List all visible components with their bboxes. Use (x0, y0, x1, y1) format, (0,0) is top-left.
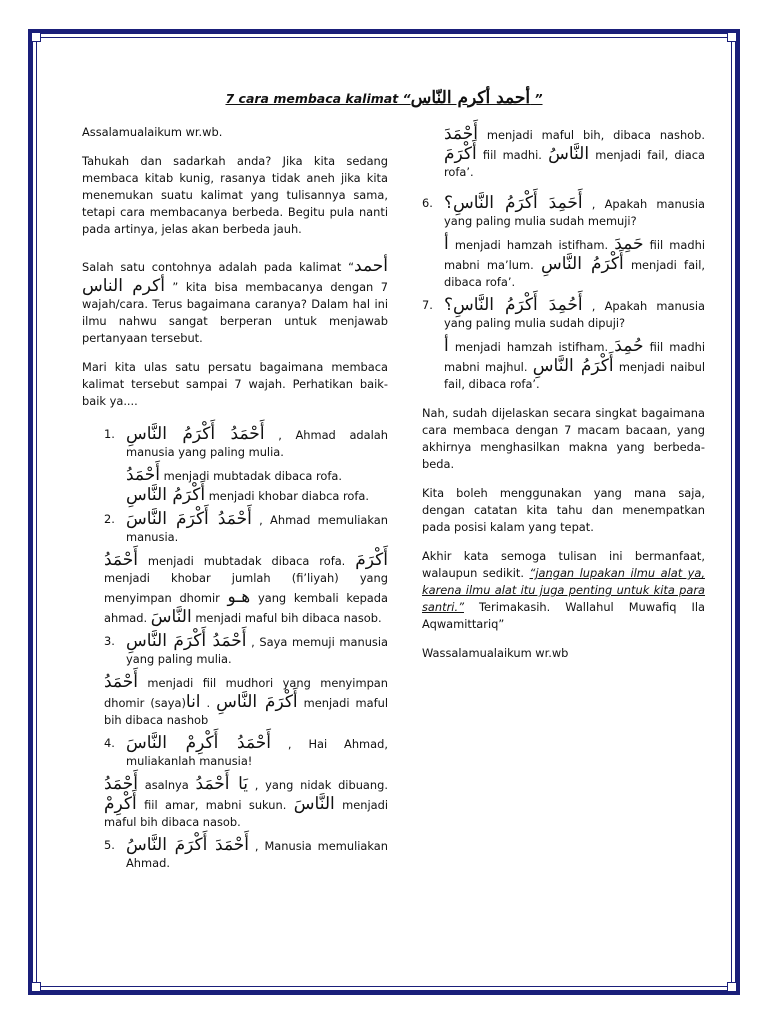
usage-paragraph: Kita boleh menggunakan yang mana saja, dengan catatan kita tahu dan menempatkan pada posisi kalam yang tepat. (422, 486, 705, 534)
list-item-1: 1. أَحْمَدُ أَكْرَمُ النَّاسِ , Ahmad adalah manusia yang paling mulia. أَحْمَدُ menjadi mubtadak dibaca rofa. أَكْرَمُ النَّاسِ menjadi khobar diabca rofa. (104, 424, 388, 505)
title-close: ” (530, 91, 543, 106)
list-item-7: 7. أَحُمِدَ أَكْرَمُ النَّاسِ؟ , Apakah manusia yang paling mulia sudah dipuji? أ menjadi hamzah istifham. حُمِدَ fiil madhi mabni majhul. أَكْرَمُ النَّاسِ menjadi naibul fail, dibaca rofa’. (422, 295, 705, 391)
example-paragraph: Salah satu contohnya adalah pada kalimat “أحمد أكرم الناس ” kita bisa membacanya dengan 7 wajah/cara. Terus bagaimana caranya? Dalam hal ini ilmu nahwu sangat berperan untuk menjawab pertanyaan tersebut. (82, 256, 388, 345)
border-corner-top-right (727, 32, 737, 42)
summary-paragraph: Nah, sudah dijelaskan secara singkat bagaimana cara membaca dengan 7 macam bacaan, yang akhirnya menghasilkan makna yang berbeda-beda. (422, 406, 705, 471)
list-item-2: 2. أَحْمَدُ أَكْرَمَ النَّاسَ , Ahmad memuliakan manusia. أَحْمَدُ menjadi mubtadak dibaca rofa. أَكْرَمَ menjadi khobar jumlah (fi’liyah) yang menyimpan dhomir هـو yang kembali kepada ahmad. النَّاسَ menjadi maful bih dibaca nasob. (104, 509, 389, 627)
greeting: Assalamualaikum wr.wb. (82, 125, 223, 139)
border-corner-bottom-right (727, 982, 737, 992)
right-column (422, 124, 705, 674)
title-arabic: أحمد أكرم النّاس (410, 88, 531, 108)
item-5-detail: أَحْمَدَ menjadi maful bih, dibaca nashob. أَكْرَمَ fiil madhi. النَّاسُ menjadi fail, diaca rofa’. (444, 124, 705, 179)
left-column (82, 124, 388, 876)
closing-quote: “jangan lupakan ilmu alat ya, karena ilmu alat itu juga penting untuk kita para santri.” (422, 566, 705, 614)
transition-paragraph: Mari kita ulas satu persatu bagaimana membaca kalimat tersebut sampai 7 wajah. Perhatikan baik-baik ya.... (82, 360, 388, 408)
border-corner-bottom-left (31, 982, 41, 992)
list-item-6: 6. أَحَمِدَ أَكْرَمُ النَّاسِ؟ , Apakah manusia yang paling mulia sudah memuji? أ menjadi hamzah istifham. حَمِدَ fiil madhi mabni ma’lum. أَكْرَمُ النَّاسِ menjadi fail, dibaca rofa’. (422, 193, 705, 289)
closing-paragraph: Akhir kata semoga tulisan ini bermanfaat, walaupun sedikit. “jangan lupakan ilmu alat ya, karena ilmu alat itu juga penting untuk kita para santri.” Terimakasih. Wallahul Muwafiq Ila Aqwamittariq” (422, 549, 705, 631)
intro-paragraph: Tahukah dan sadarkah anda? Jika kita sedang membaca kitab kunig, rasanya tidak aneh jika kita menemukan suatu kalimat yang tulisannya sama, tetapi cara membacanya berbeda. Begitu pula nanti pada artinya, jelas akan berbeda jauh. (82, 154, 388, 236)
list-item-4: 4. أَحْمَدُ أَكْرِمْ النَّاسَ , Hai Ahmad, muliakanlah manusia! أَحْمَدُ asalnya يَا أَحْمَدُ , yang nidak dibuang. أَكْرِمْ fiil amar, mabni sukun. النَّاسَ menjadi maful bih dibaca nasob. (104, 733, 388, 829)
farewell: Wassalamualaikum wr.wb (422, 646, 569, 660)
list-item-3: 3. أَحْمَدُ أَكْرَمَ النَّاسِ , Saya memuji manusia yang paling mulia. أَحْمَدُ menjadi fiil mudhori yang menyimpan dhomir (saya)انا . أَكْرَمَ النَّاسِ menjadi maful bih dibaca nashob (104, 631, 388, 727)
list-item-5: 5. أَحْمَدَ أَكْرَمَ النَّاسُ , Manusia memuliakan Ahmad. (104, 835, 388, 870)
page-title (0, 88, 768, 108)
border-corner-top-left (31, 32, 41, 42)
title-latin: 7 cara membaca kalimat “ (225, 91, 411, 106)
